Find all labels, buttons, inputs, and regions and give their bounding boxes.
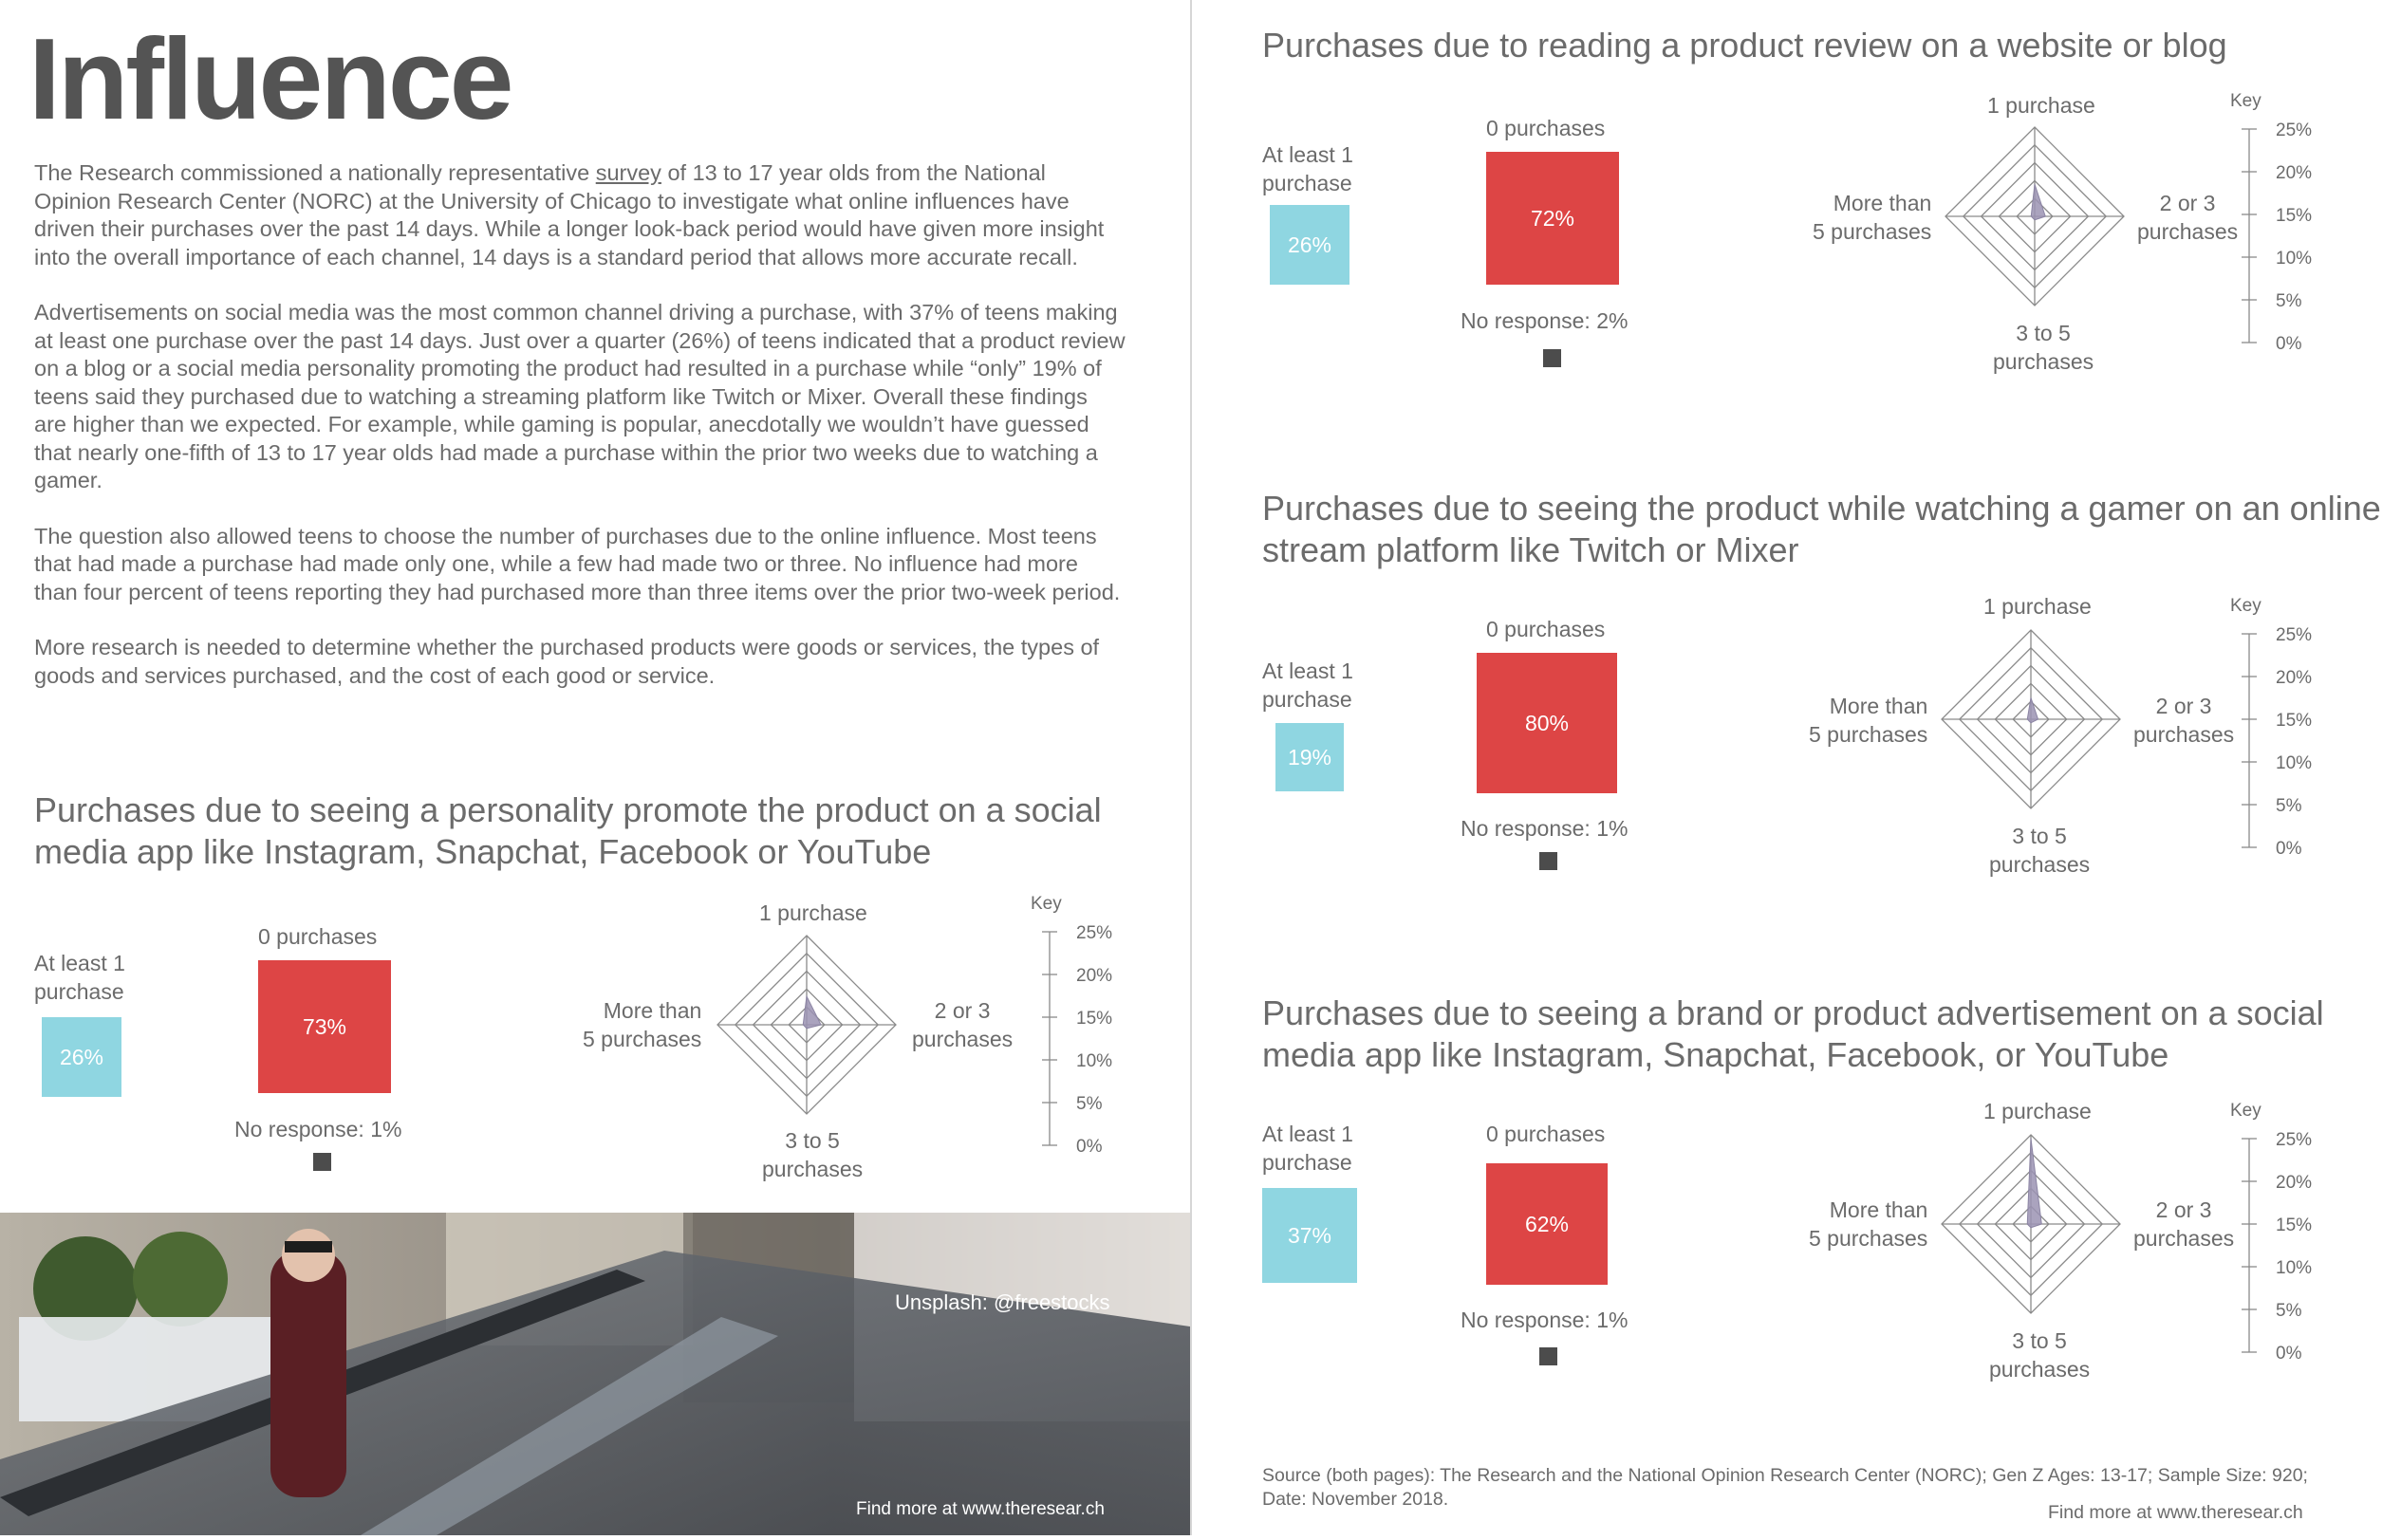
left-page <box>0 0 1191 1535</box>
key-tick-label: 10% <box>2276 1258 2313 1278</box>
chart-title: Purchases due to seeing a personality promote the product on a social media app like Instagram, Snapchat, Facebook or YouTube <box>34 790 1102 871</box>
key-scale <box>2230 1099 2335 1364</box>
at-least-1-label: At least 1 purchase <box>1262 1122 1353 1175</box>
no-response-label: No response: 1% <box>1461 1308 1629 1332</box>
key-tick-label: 10% <box>2276 753 2313 773</box>
escalator-photo <box>0 1213 1190 1535</box>
key-tick-label: 0% <box>1076 1137 1103 1157</box>
key-tick-label: 5% <box>2276 291 2302 311</box>
key-tick-label: 25% <box>2276 1130 2313 1150</box>
radar-label-right: 2 or 3 purchases <box>912 998 1014 1051</box>
radar-label-right: 2 or 3 purchases <box>2133 1197 2235 1251</box>
intro-paragraph-2: Advertisements on social media was the most common channel driving a purchase, with 37% of teens making at least one purchase over the past 14 days. Just over a quarter (26%) of teens indicated that a product review on a blog or a social media personality promoting the product had resulted in a purchase while “only” 19% of teens said they purchased due to watching a streaming platform like Twitch or Mixer. Overall these findings are higher than we expected. For example, while gaming is popular, anecdotally we wouldn’t have guessed that nearly one-fifth of 13 to 17 year olds had made a purchase within the prior two weeks due to watching a gamer. <box>34 300 1126 492</box>
survey-link[interactable]: survey <box>595 160 661 185</box>
key-tick-label: 5% <box>1076 1094 1103 1114</box>
no-response-swatch <box>1539 1347 1557 1365</box>
radar-label-top: 1 purchase <box>1983 594 2092 619</box>
at-least-1-label: At least 1 purchase <box>1262 142 1353 195</box>
key-scale <box>2230 594 2335 859</box>
radar-chart <box>712 930 902 1120</box>
find-more-left[interactable]: Find more at www.theresear.ch <box>856 1499 1105 1519</box>
key-tick-label: 0% <box>2276 334 2302 354</box>
at-least-1-box: 26% <box>42 1017 121 1097</box>
intro-p1-text-a: The Research commissioned a nationally representative <box>34 160 596 185</box>
key-title: Key <box>1031 894 1062 914</box>
radar-label-left: More than 5 purchases <box>583 998 702 1051</box>
key-tick-label: 20% <box>2276 163 2313 183</box>
zero-purchases-box: 72% <box>1486 152 1619 285</box>
key-title: Key <box>2230 596 2261 616</box>
key-tick-label: 20% <box>2276 668 2313 688</box>
find-more-right[interactable]: Find more at www.theresear.ch <box>2048 1502 2303 1523</box>
chart-gamer <box>1262 488 2381 896</box>
chart-title: Purchases due to seeing a brand or product advertisement on a social media app like Instagram, Snapchat, Facebook, or YouTube <box>1262 993 2324 1074</box>
no-response-label: No response: 1% <box>234 1117 402 1141</box>
intro-text <box>34 159 1126 717</box>
zero-purchases-label: 0 purchases <box>258 924 378 949</box>
key-tick-label: 25% <box>2276 625 2313 645</box>
radar-label-left: More than 5 purchases <box>1809 1197 1928 1251</box>
radar-label-left: More than 5 purchases <box>1813 191 1932 244</box>
zero-purchases-label: 0 purchases <box>1486 617 1606 641</box>
intro-paragraph-1 <box>34 159 1126 271</box>
radar-label-bottom: 3 to 5 purchases <box>1993 321 2094 374</box>
at-least-1-box: 19% <box>1275 723 1344 791</box>
chart-title: Purchases due to seeing the product while watching a gamer on an online stream platform like Twitch or Mixer <box>1262 489 2381 569</box>
radar-data-area <box>2027 697 2038 722</box>
zero-purchases-box: 73% <box>258 960 391 1093</box>
escalator-photo-illustration <box>0 1213 1190 1535</box>
zero-purchases-box: 62% <box>1486 1163 1608 1285</box>
radar-label-bottom: 3 to 5 purchases <box>762 1128 864 1181</box>
radar-label-bottom: 3 to 5 purchases <box>1989 1328 2091 1382</box>
key-tick-label: 0% <box>2276 1344 2302 1364</box>
radar-label-top: 1 purchase <box>1987 93 2095 118</box>
photo-credit: Unsplash: @freestocks <box>895 1290 1110 1314</box>
key-tick-label: 15% <box>2276 1215 2313 1235</box>
no-response-swatch <box>1543 349 1561 367</box>
at-least-1-label: At least 1 purchase <box>1262 659 1353 712</box>
key-tick-label: 5% <box>2276 796 2302 816</box>
key-title: Key <box>2230 1101 2261 1121</box>
no-response-swatch <box>313 1153 331 1171</box>
page-title: Influence <box>28 14 512 143</box>
no-response-label: No response: 1% <box>1461 816 1629 841</box>
key-scale <box>1031 892 1135 1157</box>
at-least-1-label: At least 1 purchase <box>34 951 125 1004</box>
chart-review <box>1262 25 2363 404</box>
radar-label-top: 1 purchase <box>1983 1099 2092 1123</box>
chart-personality <box>34 789 1173 1207</box>
key-tick-label: 25% <box>1076 923 1113 943</box>
at-least-1-box: 37% <box>1262 1188 1357 1283</box>
key-tick-label: 0% <box>2276 839 2302 859</box>
radar-label-right: 2 or 3 purchases <box>2137 191 2239 244</box>
at-least-1-box: 26% <box>1270 205 1349 285</box>
no-response-swatch <box>1539 852 1557 870</box>
chart-title: Purchases due to reading a product review on a website or blog <box>1262 26 2227 65</box>
radar-label-top: 1 purchase <box>759 900 867 925</box>
zero-purchases-label: 0 purchases <box>1486 1122 1606 1146</box>
intro-paragraph-3: The question also allowed teens to choose the number of purchases due to the online influence. Most teens that had made a purchase had made only one, while a few had made two or three. No influence had more than four percent of teens reporting they had purchased more than three items over the prior two-week period. <box>34 523 1121 604</box>
key-title: Key <box>2230 91 2261 111</box>
key-tick-label: 10% <box>1076 1051 1113 1071</box>
chart-advertisement <box>1262 993 2363 1401</box>
intro-p1-text-b: of 13 to 17 year olds from the National Opinion Research Center (NORC) at the University of Chicago to investigate what online influences have driven their purchases over the past 14 days. While a longer look-back period would have given more insight into the overall importance of each channel, 14 days is a standard period that allows more accurate recall. <box>34 160 1105 269</box>
radar-chart <box>1936 1129 2126 1319</box>
radar-label-right: 2 or 3 purchases <box>2133 694 2235 747</box>
key-tick-label: 20% <box>2276 1173 2313 1193</box>
zero-purchases-label: 0 purchases <box>1486 116 1606 140</box>
no-response-label: No response: 2% <box>1461 308 1629 333</box>
key-tick-label: 15% <box>1076 1009 1113 1029</box>
key-tick-label: 15% <box>2276 206 2313 226</box>
zero-purchases-box: 80% <box>1477 653 1617 793</box>
source-note: Source (both pages): The Research and the National Opinion Research Center (NORC); Gen Z Ages: 13-17; Sample Size: 920; Date: November 2018. <box>1262 1465 2308 1510</box>
radar-chart <box>1936 624 2126 814</box>
right-page <box>1194 0 2381 1535</box>
key-scale <box>2230 89 2335 354</box>
key-tick-label: 25% <box>2276 121 2313 140</box>
radar-label-left: More than 5 purchases <box>1809 694 1928 747</box>
radar-chart <box>1940 121 2130 311</box>
key-tick-label: 5% <box>2276 1301 2302 1321</box>
radar-data-area <box>2027 1139 2041 1228</box>
radar-label-bottom: 3 to 5 purchases <box>1989 824 2091 877</box>
intro-paragraph-4: More research is needed to determine whether the purchased products were goods or services, the types of goods and services purchased, and the cost of each good or service. <box>34 635 1100 688</box>
key-tick-label: 20% <box>1076 966 1113 986</box>
key-tick-label: 15% <box>2276 711 2313 731</box>
key-tick-label: 10% <box>2276 249 2313 269</box>
